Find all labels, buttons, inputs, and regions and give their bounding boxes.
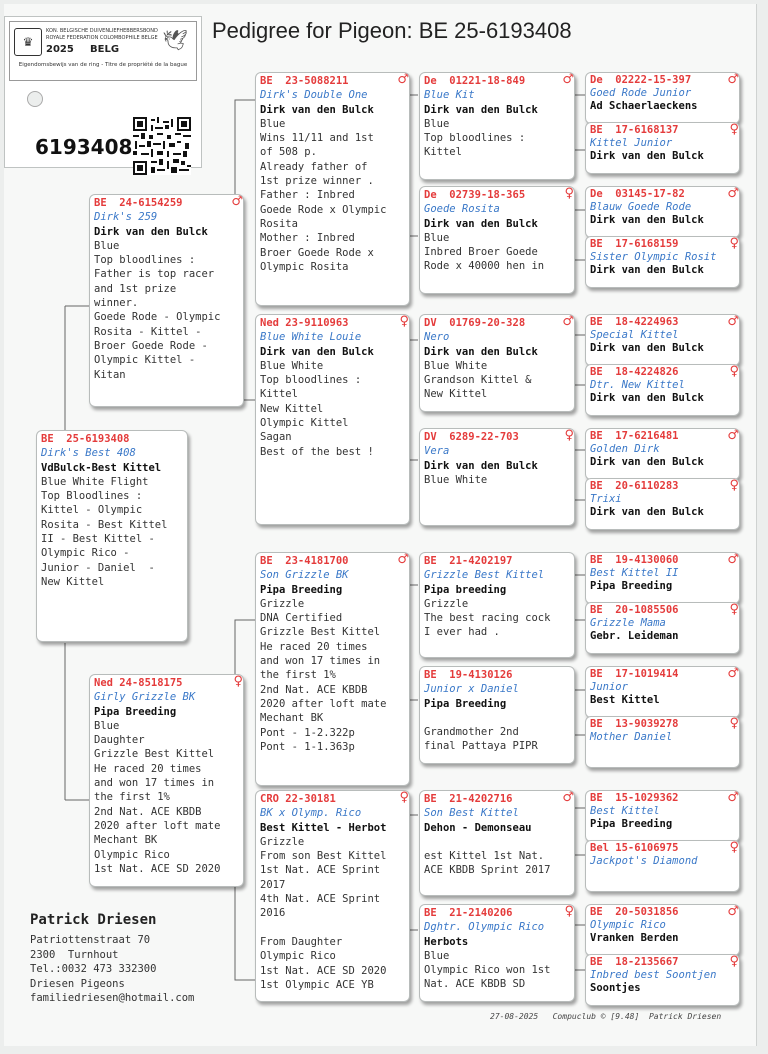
pigeon-note: Top bloodlines : (94, 254, 196, 267)
pigeon-note: Blue (94, 239, 120, 252)
pigeon-card-dsd (419, 666, 575, 764)
female-sex-icon: ♀ (729, 840, 739, 855)
ring-number: De 02739-18-365 (424, 189, 526, 201)
ring-number: De 02222-15-397 (590, 74, 692, 86)
pigeon-name: Dirk's Double One (260, 89, 368, 102)
pigeon-card-sss (419, 72, 575, 180)
male-sex-icon: ♂ (727, 666, 739, 681)
pigeon-card-g6 (585, 364, 740, 416)
pigeon-note: 1st prize winner . (260, 175, 374, 188)
breeder-name: Patrick Driesen (30, 912, 157, 928)
ring-number: BE 23-5088211 (260, 75, 349, 87)
ring-number: BE 18-4224963 (590, 316, 679, 328)
pigeon-note: Mechant BK (260, 712, 324, 725)
pigeon-name: Special Kittel (590, 329, 679, 341)
pigeon-card-dam (89, 674, 244, 887)
breeder: Dirk van den Bulck (590, 150, 704, 162)
pigeon-name: Mother Daniel (590, 731, 673, 743)
male-sex-icon: ♂ (727, 314, 739, 329)
female-sex-icon: ♀ (729, 236, 739, 251)
pigeon-note: Kitan (94, 368, 126, 381)
breeder-loft: Driesen Pigeons (30, 977, 125, 990)
pigeon-note: Grizzle (260, 597, 305, 610)
pigeon-note: Goede Rode x Olympic (260, 203, 387, 216)
male-sex-icon: ♂ (562, 314, 574, 329)
ring-org-line2: ROYALE FEDERATION COLOMBOPHILE BELGE (46, 35, 158, 41)
ring-country: BELG (90, 44, 120, 55)
pigeon-card-dds (419, 790, 575, 896)
pigeon-name: Grizzle Mama (590, 617, 666, 629)
ring-number: BE 20-6110283 (590, 480, 679, 492)
breeder: Dirk van den Bulck (424, 217, 538, 230)
pigeon-note: DNA Certified (260, 612, 343, 625)
pigeon-note: Junior - Daniel - (41, 561, 155, 574)
ring-number: BE 18-2135667 (590, 956, 679, 968)
pigeon-name: Trixi (590, 493, 622, 505)
pigeon-note: of 508 p. (260, 146, 317, 159)
pigeon-name: Best Kittel (590, 805, 660, 817)
male-sex-icon: ♂ (727, 904, 739, 919)
ring-number: De 03145-17-82 (590, 188, 685, 200)
female-sex-icon: ♀ (729, 122, 739, 137)
breeder: Vranken Berden (590, 932, 679, 944)
pigeon-note: II - Best Kittel - (41, 533, 155, 546)
ring-number: DV 6289-22-703 (424, 431, 519, 443)
ring-number: DV 01769-20-328 (424, 317, 526, 329)
breeder: Dirk van den Bulck (590, 214, 704, 226)
pigeon-note: the first 1% (260, 669, 336, 682)
breeder: Dehon - Demonseau (424, 821, 532, 834)
pigeon-card-g16 (585, 954, 740, 1006)
breeder: Dirk van den Bulck (424, 459, 538, 472)
breeder-phone: Tel.:0032 473 332300 (30, 963, 157, 976)
pigeon-card-g1 (585, 72, 740, 124)
male-sex-icon: ♂ (397, 72, 409, 87)
pigeon-name: Kittel Junior (590, 137, 673, 149)
pigeon-card-g3 (585, 186, 740, 238)
ring-number: CRO 22-30181 (260, 793, 336, 805)
pigeon-note: Olympic Rosita (260, 260, 349, 273)
pigeon-note: From Daughter (260, 935, 343, 948)
pigeon-note: Mechant BK (94, 834, 158, 847)
ring-number: BE 25-6193408 (41, 433, 130, 445)
pigeon-card-ss (255, 72, 410, 306)
ring-number: BE 17-1019414 (590, 668, 679, 680)
pigeon-note: 1st Nat. ACE Sprint (260, 864, 381, 877)
pigeon-note: and won 17 times in (94, 777, 215, 790)
pigeon-note: He raced 20 times (94, 762, 202, 775)
pigeon-note: Grizzle (260, 835, 305, 848)
female-sex-icon: ♀ (729, 954, 739, 969)
pigeon-card-dss (419, 552, 575, 658)
pigeon-name: Dghtr. Olympic Rico (424, 921, 545, 934)
male-sex-icon: ♂ (231, 194, 243, 209)
pigeon-note: Mother : Inbred (260, 232, 355, 245)
male-sex-icon: ♂ (727, 552, 739, 567)
ring-number: BE 17-6168159 (590, 238, 679, 250)
ring-number: BE 21-4202716 (424, 793, 513, 805)
male-sex-icon: ♂ (562, 72, 574, 87)
pigeon-name: Sister Olympic Rosit (590, 251, 717, 263)
pigeon-note: Blue (424, 949, 450, 962)
ring-property-text: Eigendomsbewijs van de ring - Titre de propriété de la bague (18, 62, 188, 68)
pigeon-card-g8 (585, 478, 740, 530)
pigeon-note: Pont - 1-2.322p (260, 726, 355, 739)
pigeon-note: The best racing cock (424, 612, 551, 625)
pigeon-note: Blue (424, 231, 450, 244)
ring-number: BE 18-4224826 (590, 366, 679, 378)
pigeon-card-sire (89, 194, 244, 407)
ring-number: De 01221-18-849 (424, 75, 526, 87)
pigeon-name: Nero (424, 331, 450, 344)
breeder-email[interactable]: familiedriesen@hotmail.com (30, 992, 195, 1005)
pigeon-note: New Kittel (424, 388, 488, 401)
pigeon-note: New Kittel (41, 575, 105, 588)
pigeon-name: Golden Dirk (590, 443, 660, 455)
breeder: Dirk van den Bulck (424, 103, 538, 116)
pigeon-card-sd (255, 314, 410, 525)
pigeon-card-sdd (419, 428, 575, 526)
pigeon-note: Broer Goede Rode x (260, 246, 374, 259)
pigeon-card-ddd (419, 904, 575, 1002)
female-sex-icon: ♀ (564, 428, 574, 443)
pigeon-note: final Pattaya PIPR (424, 740, 538, 753)
breeder: Soontjes (590, 982, 641, 994)
pigeon-name: Blue Kit (424, 89, 475, 102)
ring-number: BE 19-4130126 (424, 669, 513, 681)
breeder: Pipa Breeding (590, 818, 673, 830)
pigeon-note: Inbred Broer Goede (424, 246, 538, 259)
pigeon-note: Blue (94, 719, 120, 732)
pigeon-note: Kittel - Olympic (41, 504, 143, 517)
pigeon-note: Nat. ACE KBDB SD (424, 978, 526, 991)
breeder: Pipa Breeding (590, 580, 673, 592)
pigeon-note: Rosita (260, 217, 298, 230)
pigeon-note: Top Bloodlines : (41, 490, 143, 503)
pigeon-name: Blue White Louie (260, 331, 362, 344)
pigeon-card-g7 (585, 428, 740, 480)
female-sex-icon: ♀ (729, 364, 739, 379)
breeder: Pipa Breeding (94, 705, 177, 718)
kbdb-logo-icon: ♛ (14, 28, 42, 56)
breeder: Ad Schaerlaeckens (590, 100, 698, 112)
pigeon-card-subject (36, 430, 188, 642)
pigeon-note: He raced 20 times (260, 640, 368, 653)
pigeon-name: Junior x Daniel (424, 683, 519, 696)
pigeon-note: Best of the best ! (260, 445, 374, 458)
pigeon-name: Dirk's 259 (94, 211, 158, 224)
breeder: Dirk van den Bulck (590, 506, 704, 518)
pigeon-card-g2 (585, 122, 740, 174)
breeder: Pipa Breeding (260, 583, 343, 596)
pigeon-card-g4 (585, 236, 740, 288)
pigeon-card-g5 (585, 314, 740, 366)
ring-number: Ned 24-8518175 (94, 677, 183, 689)
pigeon-note: Pont - 1-1.363p (260, 740, 355, 753)
pigeon-note: Olympic Rico (260, 950, 336, 963)
pigeon-note: Grizzle Best Kittel (260, 626, 381, 639)
male-sex-icon: ♂ (397, 552, 409, 567)
pigeon-note: 1st Nat. ACE SD 2020 (260, 964, 387, 977)
pigeon-name: Dirk's Best 408 (41, 447, 136, 460)
pigeon-name: Son Grizzle BK (260, 569, 349, 582)
pigeon-card-g15 (585, 904, 740, 956)
female-sex-icon: ♀ (399, 314, 409, 329)
female-sex-icon: ♀ (729, 716, 739, 731)
ring-number: Bel 15-6106975 (590, 842, 679, 854)
female-sex-icon: ♀ (399, 790, 409, 805)
male-sex-icon: ♂ (727, 72, 739, 87)
male-sex-icon: ♂ (562, 790, 574, 805)
breeder: Best Kittel (590, 694, 660, 706)
breeder: Dirk van den Bulck (590, 456, 704, 468)
ring-number: BE 23-4181700 (260, 555, 349, 567)
pigeon-note: From son Best Kittel (260, 850, 387, 863)
pigeon-note: 2020 after loft mate (94, 819, 221, 832)
breeder: VdBulck-Best Kittel (41, 461, 162, 474)
ring-number: BE 17-6168137 (590, 124, 679, 136)
male-sex-icon: ♂ (727, 186, 739, 201)
pigeon-note: Olympic Rico (94, 848, 170, 861)
pigeon-note: Olympic Rico won 1st (424, 964, 551, 977)
pigeon-note: 1st Nat. ACE SD 2020 (94, 862, 221, 875)
pigeon-note: Blue White (260, 359, 324, 372)
pigeon-note: Blue White (424, 359, 488, 372)
breeder: Best Kittel - Herbot (260, 821, 387, 834)
pigeon-note: Daughter (94, 734, 145, 747)
pigeon-note: 2020 after loft mate (260, 697, 387, 710)
pigeon-note: Blue White (424, 473, 488, 486)
pigeon-note: Blue (424, 117, 450, 130)
pigeon-note: Rode x 40000 hen in (424, 260, 545, 273)
pigeon-name: Best Kittel II (590, 567, 679, 579)
pigeon-note: Grandmother 2nd (424, 726, 519, 739)
female-sex-icon: ♀ (729, 478, 739, 493)
ring-number: BE 21-4202197 (424, 555, 513, 567)
pigeon-name: Junior (590, 681, 628, 693)
breeder-city: 2300 Turnhout (30, 948, 119, 961)
male-sex-icon: ♂ (727, 790, 739, 805)
breeder: Dirk van den Bulck (424, 345, 538, 358)
pigeon-note: Father : Inbred (260, 189, 355, 202)
pigeon-note: Olympic Kittel - (94, 354, 196, 367)
pigeon-card-g9 (585, 552, 740, 604)
pigeon-card-sds (419, 314, 575, 412)
ring-org-line1: KON. BELGISCHE DUIVENLIEFHEBBERSBOND (46, 28, 158, 34)
pigeon-name: Vera (424, 445, 450, 458)
pigeon-name: Goede Rosita (424, 203, 500, 216)
pigeon-note: Top bloodlines : (260, 374, 362, 387)
pigeon-note: Top bloodlines : (424, 132, 526, 145)
breeder: Dirk van den Bulck (94, 225, 208, 238)
breeder: Pipa Breeding (424, 697, 507, 710)
pigeon-note: Rosita - Kittel - (94, 325, 202, 338)
pigeon-note: ACE KBDB Sprint 2017 (424, 864, 551, 877)
pigeon-note: Grizzle Best Kittel (94, 748, 215, 761)
breeder: Dirk van den Bulck (590, 342, 704, 354)
breeder: Dirk van den Bulck (590, 392, 704, 404)
pigeon-card-g12 (585, 716, 740, 768)
breeder-address: Patriottenstraat 70 (30, 934, 151, 946)
pigeon-note: Blue White Flight (41, 475, 149, 488)
ring-number: BE 15-1029362 (590, 792, 679, 804)
pigeon-note: Broer Goede Rode - (94, 339, 208, 352)
female-sex-icon: ♀ (564, 904, 574, 919)
pigeon-note: New Kittel (260, 402, 324, 415)
pigeon-note: est Kittel 1st Nat. (424, 850, 545, 863)
pigeon-note (260, 921, 405, 935)
pigeon-card-g14 (585, 840, 740, 892)
pigeon-note: Rosita - Best Kittel (41, 518, 168, 531)
pigeon-card-ds (255, 552, 410, 786)
ring-year: 2025 (46, 44, 74, 55)
breeder: Herbots (424, 935, 469, 948)
pigeon-name: Son Best Kittel (424, 807, 519, 820)
pigeon-emblem-icon: 🕊 (162, 28, 188, 52)
female-sex-icon: ♀ (564, 186, 574, 201)
ring-number: BE 17-6216481 (590, 430, 679, 442)
pigeon-name: Blauw Goede Rode (590, 201, 692, 213)
pigeon-name: BK x Olymp. Rico (260, 807, 362, 820)
pigeon-note: Olympic Rico - (41, 547, 130, 560)
pigeon-note: winner. (94, 297, 139, 310)
ring-number: BE 24-6154259 (94, 197, 183, 209)
pigeon-note: I ever had . (424, 626, 500, 639)
pigeon-note: the first 1% (94, 791, 170, 804)
pigeon-note: Olympic Kittel (260, 417, 349, 430)
pigeon-note: Blue (260, 117, 286, 130)
male-sex-icon: ♂ (727, 428, 739, 443)
pigeon-note: Sagan (260, 431, 292, 444)
breeder: Dirk van den Bulck (260, 103, 374, 116)
pigeon-card-ssd (419, 186, 575, 294)
pigeon-note: Father is top racer (94, 268, 215, 281)
pigeon-name: Grizzle Best Kittel (424, 569, 545, 582)
pigeon-note: and 1st prize (94, 282, 177, 295)
pigeon-card-g10 (585, 602, 740, 654)
page-title: Pedigree for Pigeon: BE 25-6193408 (212, 18, 572, 43)
pigeon-note: 4th Nat. ACE Sprint (260, 893, 381, 906)
pigeon-note: Grizzle (424, 597, 469, 610)
breeder: Dirk van den Bulck (590, 264, 704, 276)
breeder-info (30, 912, 194, 1006)
pigeon-note (424, 711, 570, 725)
pigeon-note: 2nd Nat. ACE KBDB (94, 805, 202, 818)
pigeon-note (424, 835, 570, 849)
ring-number: BE 21-2140206 (424, 907, 513, 919)
female-sex-icon: ♀ (729, 602, 739, 617)
pigeon-note: Already father of (260, 160, 368, 173)
ring-number: BE 20-5031856 (590, 906, 679, 918)
ring-number: BE 19-4130060 (590, 554, 679, 566)
pigeon-note: 2nd Nat. ACE KBDB (260, 683, 368, 696)
pigeon-name: Goed Rode Junior (590, 87, 692, 99)
pigeon-note: Goede Rode - Olympic (94, 311, 221, 324)
pigeon-name: Girly Grizzle BK (94, 691, 196, 704)
pigeon-note: 2016 (260, 907, 286, 920)
pigeon-card-g11 (585, 666, 740, 718)
pigeon-note: Kittel (260, 388, 298, 401)
female-sex-icon: ♀ (233, 674, 243, 689)
ring-number: BE 13-9039278 (590, 718, 679, 730)
pigeon-card-dd (255, 790, 410, 1002)
pigeon-name: Inbred best Soontjen (590, 969, 717, 981)
ring-number: BE 20-1085506 (590, 604, 679, 616)
ring-number: 6193408 (35, 135, 133, 159)
pigeon-note: Kittel (424, 146, 462, 159)
breeder: Dirk van den Bulck (260, 345, 374, 358)
pigeon-name: Dtr. New Kittel (590, 379, 685, 391)
breeder: Gebr. Leideman (590, 630, 679, 642)
pigeon-name: Jackpot's Diamond (590, 855, 698, 867)
pigeon-note: Wins 11/11 and 1st (260, 132, 374, 145)
pigeon-note: 2017 (260, 878, 286, 891)
pigeon-card-g13 (585, 790, 740, 842)
pigeon-name: Olympic Rico (590, 919, 666, 931)
pigeon-note: Grandson Kittel & (424, 374, 532, 387)
ring-number: Ned 23-9110963 (260, 317, 349, 329)
breeder: Pipa breeding (424, 583, 507, 596)
footer-credit: 27-08-2025 Compuclub © [9.48] Patrick Driesen (490, 1012, 722, 1021)
pigeon-note: 1st Olympic ACE YB (260, 978, 374, 991)
pigeon-note: and won 17 times in (260, 655, 381, 668)
